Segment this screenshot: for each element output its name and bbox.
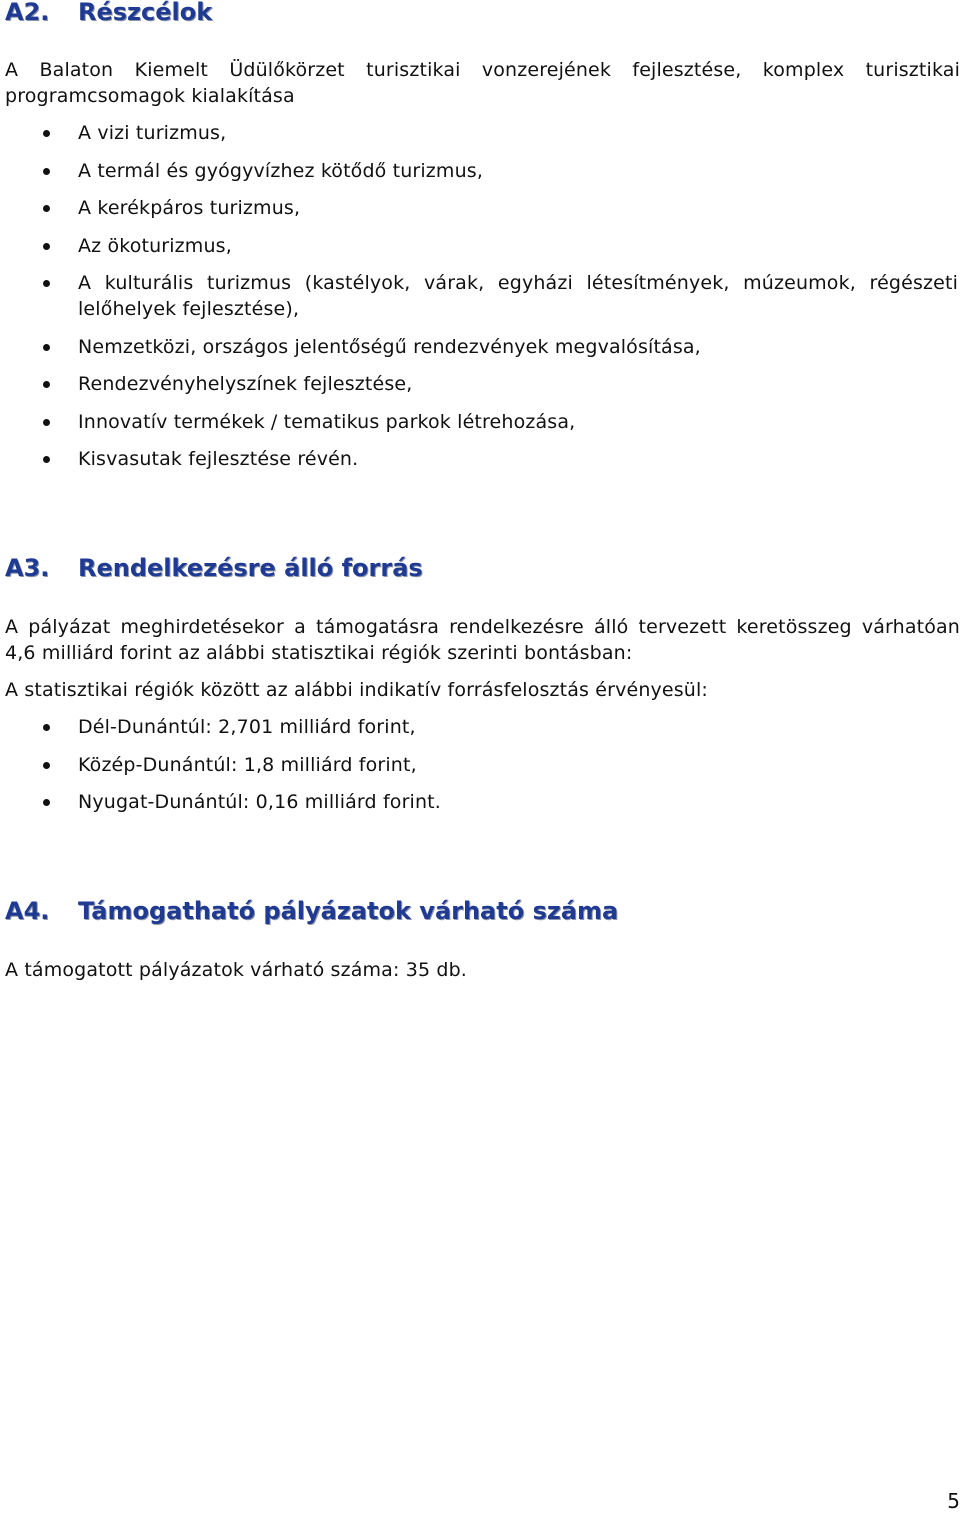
bullet-icon (43, 456, 50, 463)
list-item: Kisvasutak fejlesztése révén. (0, 446, 960, 472)
list-item: Az ökoturizmus, (0, 233, 960, 259)
bullet-icon (43, 762, 50, 769)
section-title: Támogatható pályázatok várható száma (78, 897, 619, 925)
page-number: 5 (947, 1489, 960, 1513)
section-title: Rendelkezésre álló forrás (78, 554, 423, 582)
bullet-icon (43, 344, 50, 351)
section-a3-paragraph: A pályázat meghirdetésekor a támogatásra rendelkezésre álló tervezett keretösszeg várhatóan 4,6 milliárd forint az alábbi statisztikai régiók szerinti bontásban: (5, 616, 960, 664)
list-item: Nyugat-Dunántúl: 0,16 milliárd forint. (0, 789, 960, 815)
section-number: A3. (5, 554, 50, 582)
bullet-icon (43, 280, 50, 287)
section-a3-bullet-list (0, 714, 960, 827)
list-item: A kulturális turizmus (kastélyok, várak, egyházi létesítmények, múzeumok, régészeti lelőhelyek fejlesztése), (0, 270, 960, 322)
section-number: A4. (5, 897, 50, 925)
bullet-icon (43, 130, 50, 137)
section-heading-a4 (5, 897, 618, 925)
bullet-icon (43, 724, 50, 731)
list-item: Rendezvényhelyszínek fejlesztése, (0, 371, 960, 397)
list-item: A kerékpáros turizmus, (0, 195, 960, 221)
section-a2-bullet-list (0, 120, 960, 484)
bullet-icon (43, 168, 50, 175)
list-item: Közép-Dunántúl: 1,8 milliárd forint, (0, 752, 960, 778)
section-title: Részcélok (78, 0, 213, 26)
list-item: Dél-Dunántúl: 2,701 milliárd forint, (0, 714, 960, 740)
list-item: Nemzetközi, országos jelentőségű rendezvények megvalósítása, (0, 334, 960, 360)
bullet-icon (43, 419, 50, 426)
bullet-icon (43, 243, 50, 250)
list-item: Innovatív termékek / tematikus parkok létrehozása, (0, 409, 960, 435)
bullet-icon (43, 205, 50, 212)
section-a2-intro: A Balaton Kiemelt Üdülőkörzet turisztikai vonzerejének fejlesztése, komplex turisztikai programcsomagok kialakítása (5, 59, 960, 107)
bullet-icon (43, 381, 50, 388)
section-a4-paragraph: A támogatott pályázatok várható száma: 35 db. (5, 959, 467, 981)
section-heading-a2 (5, 0, 212, 26)
section-heading-a3 (5, 554, 423, 582)
section-number: A2. (5, 0, 50, 26)
list-item: A termál és gyógyvízhez kötődő turizmus, (0, 158, 960, 184)
bullet-icon (43, 799, 50, 806)
section-a3-allocation-intro: A statisztikai régiók között az alábbi indikatív forrásfelosztás érvényesül: (5, 679, 708, 701)
list-item: A vizi turizmus, (0, 120, 960, 146)
